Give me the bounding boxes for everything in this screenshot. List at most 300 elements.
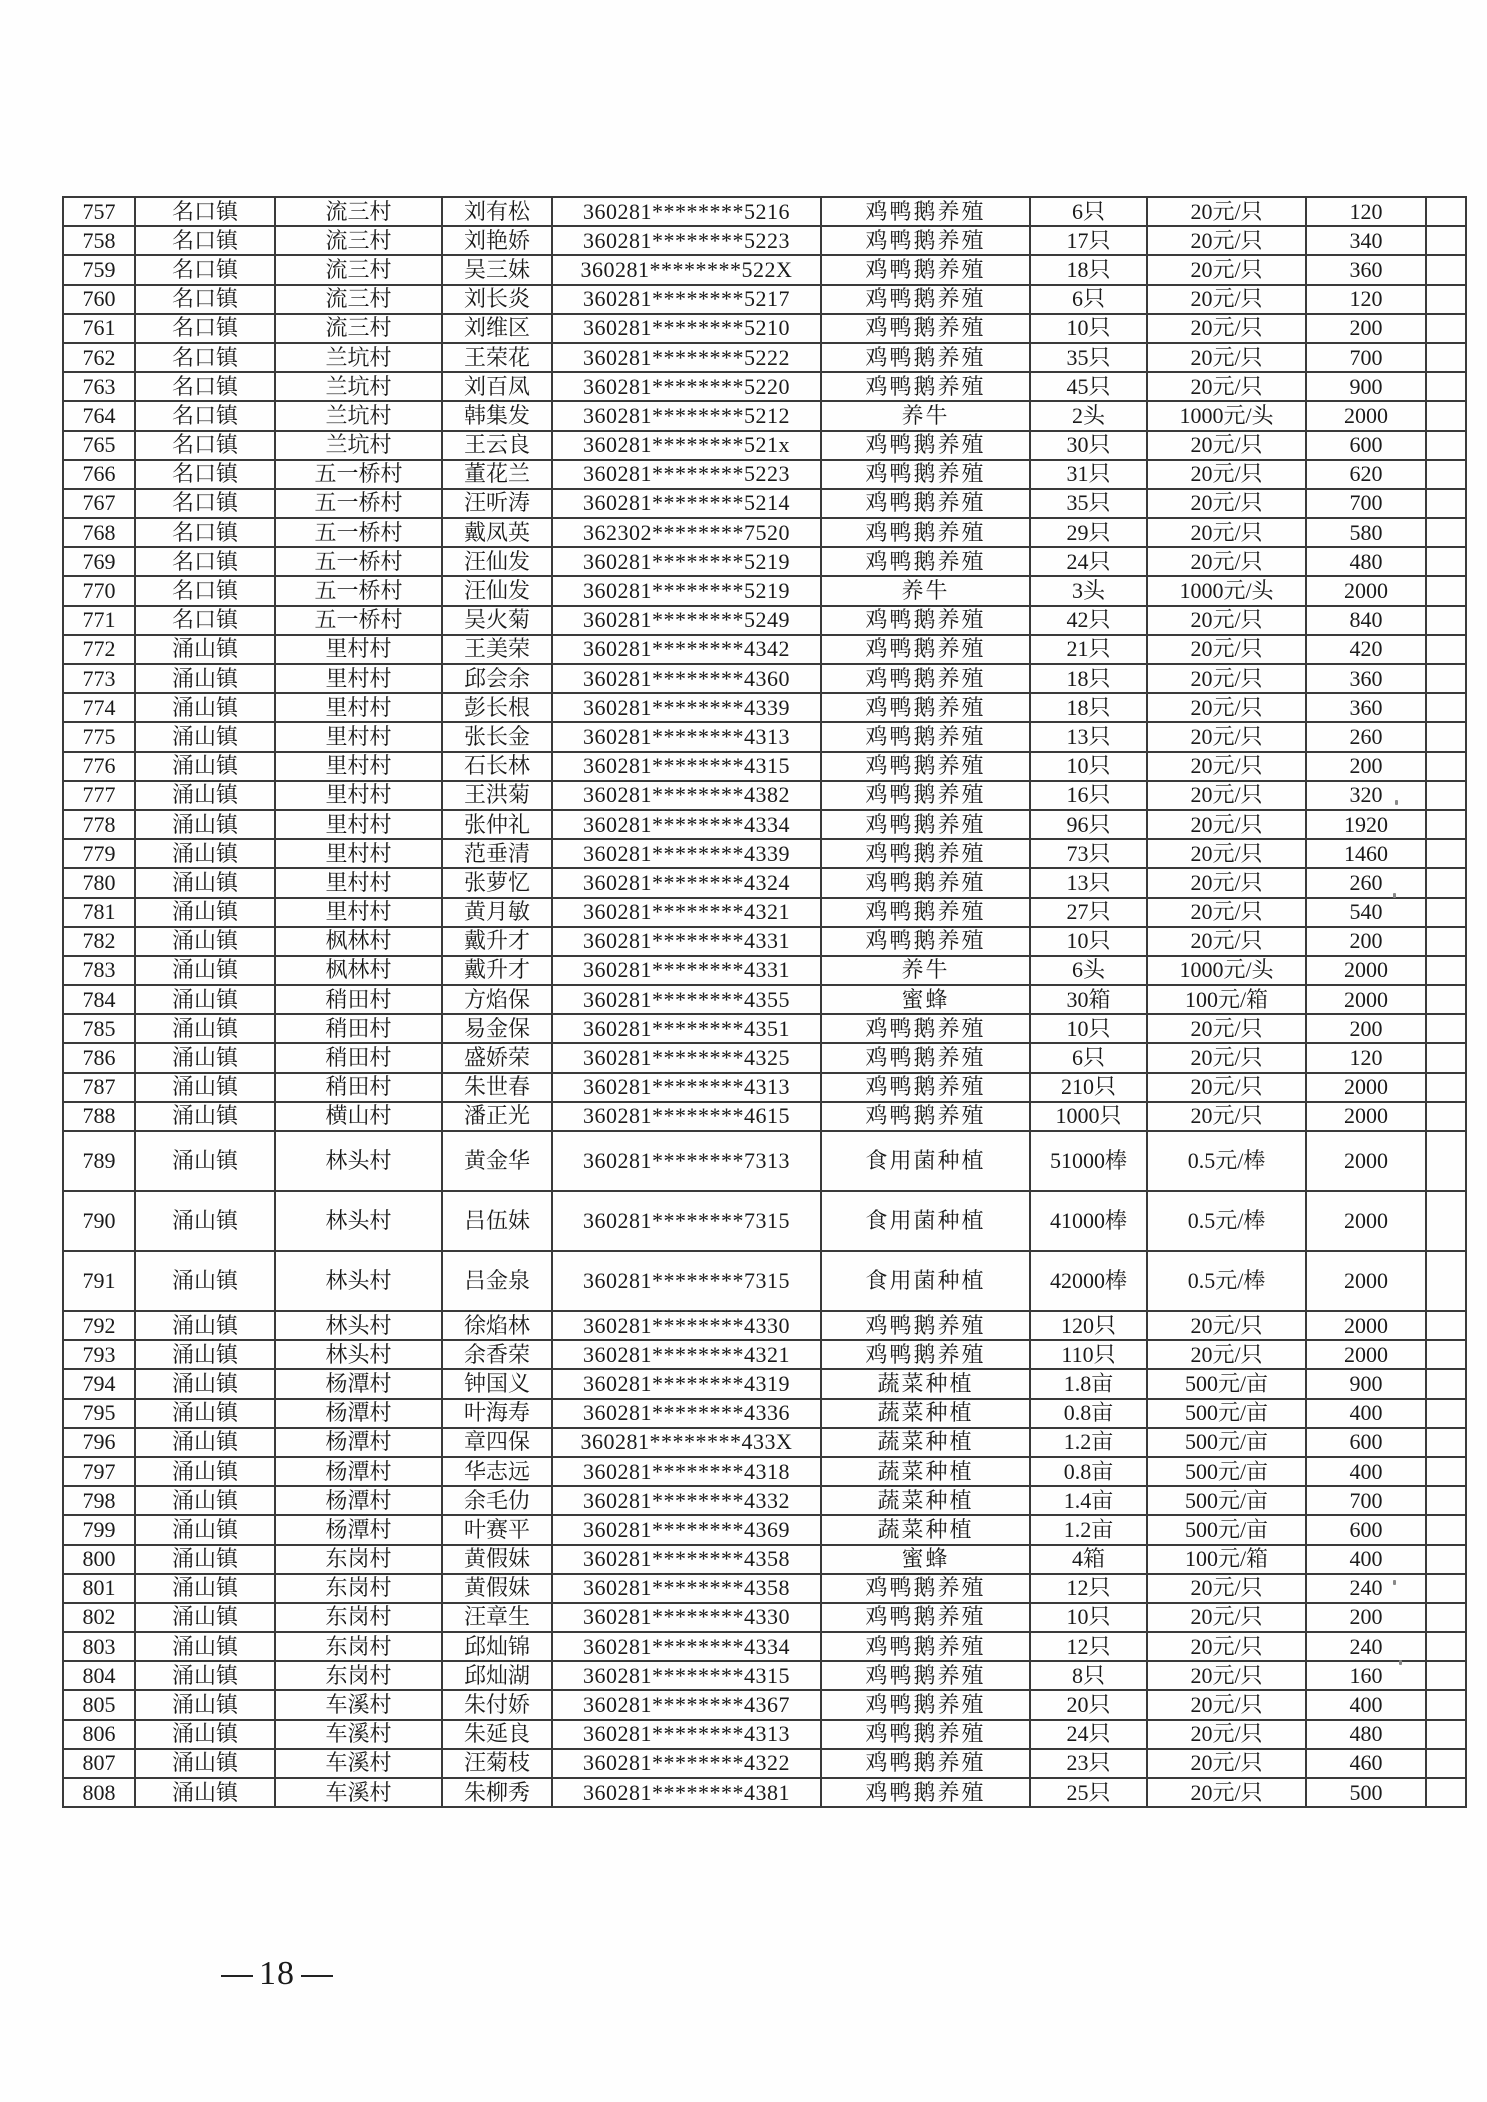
subsidy-amount-cell: 400 (1306, 1690, 1426, 1719)
subsidy-rate-cell: 20元/只 (1147, 1603, 1306, 1632)
town-cell: 涌山镇 (135, 1457, 275, 1486)
subsidy-amount-cell: 200 (1306, 1014, 1426, 1043)
name-cell: 刘有松 (442, 197, 552, 226)
quantity-cell: 13只 (1030, 868, 1147, 897)
project-cell: 鸡鸭鹅养殖 (821, 489, 1030, 518)
id-number-cell: 360281********4334 (552, 810, 821, 839)
subsidy-rate-cell: 20元/只 (1147, 285, 1306, 314)
remark-cell (1426, 255, 1466, 284)
id-number-cell: 360281********4315 (552, 752, 821, 781)
table-row (63, 1661, 1466, 1690)
village-cell: 林头村 (275, 1311, 442, 1340)
quantity-cell: 0.8亩 (1030, 1399, 1147, 1428)
name-cell: 韩集发 (442, 401, 552, 430)
town-cell: 涌山镇 (135, 1574, 275, 1603)
subsidy-rate-cell: 1000元/头 (1147, 401, 1306, 430)
row-number: 764 (63, 401, 135, 430)
subsidy-amount-cell: 240 (1306, 1632, 1426, 1661)
subsidy-rate-cell: 20元/只 (1147, 722, 1306, 751)
subsidy-amount-cell: 340 (1306, 226, 1426, 255)
village-cell: 杨潭村 (275, 1369, 442, 1398)
village-cell: 东岗村 (275, 1661, 442, 1690)
name-cell: 吕金泉 (442, 1251, 552, 1311)
subsidy-amount-cell: 400 (1306, 1457, 1426, 1486)
id-number-cell: 360281********5212 (552, 401, 821, 430)
quantity-cell: 16只 (1030, 781, 1147, 810)
table-row (63, 460, 1466, 489)
table-row (63, 1014, 1466, 1043)
quantity-cell: 6只 (1030, 1043, 1147, 1072)
remark-cell (1426, 722, 1466, 751)
table-row (63, 1545, 1466, 1574)
subsidy-rate-cell: 500元/亩 (1147, 1457, 1306, 1486)
id-number-cell: 360281********7315 (552, 1191, 821, 1251)
remark-cell (1426, 664, 1466, 693)
quantity-cell: 45只 (1030, 372, 1147, 401)
quantity-cell: 120只 (1030, 1311, 1147, 1340)
id-number-cell: 360281********4324 (552, 868, 821, 897)
subsidy-rate-cell: 20元/只 (1147, 197, 1306, 226)
remark-cell (1426, 898, 1466, 927)
village-cell: 稍田村 (275, 1014, 442, 1043)
subsidy-amount-cell: 600 (1306, 1515, 1426, 1544)
village-cell: 里村村 (275, 635, 442, 664)
project-cell: 鸡鸭鹅养殖 (821, 839, 1030, 868)
row-number: 770 (63, 576, 135, 605)
name-cell: 张萝忆 (442, 868, 552, 897)
table-row (63, 810, 1466, 839)
subsidy-rate-cell: 20元/只 (1147, 1690, 1306, 1719)
name-cell: 黄金华 (442, 1131, 552, 1191)
quantity-cell: 12只 (1030, 1632, 1147, 1661)
row-number: 806 (63, 1720, 135, 1749)
row-number: 785 (63, 1014, 135, 1043)
village-cell: 五一桥村 (275, 460, 442, 489)
name-cell: 张仲礼 (442, 810, 552, 839)
name-cell: 叶赛平 (442, 1515, 552, 1544)
village-cell: 林头村 (275, 1131, 442, 1191)
name-cell: 朱柳秀 (442, 1778, 552, 1807)
id-number-cell: 360281********5222 (552, 343, 821, 372)
project-cell: 鸡鸭鹅养殖 (821, 314, 1030, 343)
town-cell: 涌山镇 (135, 1778, 275, 1807)
subsidy-rate-cell: 20元/只 (1147, 255, 1306, 284)
dash-left (221, 1975, 253, 1977)
subsidy-rate-cell: 20元/只 (1147, 1073, 1306, 1102)
name-cell: 汪仙发 (442, 576, 552, 605)
quantity-cell: 24只 (1030, 547, 1147, 576)
table-row (63, 781, 1466, 810)
village-cell: 枫林村 (275, 956, 442, 985)
village-cell: 里村村 (275, 898, 442, 927)
subsidy-amount-cell: 360 (1306, 664, 1426, 693)
project-cell: 蔬菜种植 (821, 1369, 1030, 1398)
project-cell: 鸡鸭鹅养殖 (821, 1690, 1030, 1719)
remark-cell (1426, 1251, 1466, 1311)
project-cell: 鸡鸭鹅养殖 (821, 285, 1030, 314)
project-cell: 鸡鸭鹅养殖 (821, 1661, 1030, 1690)
subsidy-amount-cell: 700 (1306, 489, 1426, 518)
project-cell: 养牛 (821, 576, 1030, 605)
table-row (63, 197, 1466, 226)
table-row (63, 1515, 1466, 1544)
table-row (63, 489, 1466, 518)
row-number: 782 (63, 927, 135, 956)
subsidy-rate-cell: 20元/只 (1147, 752, 1306, 781)
quantity-cell: 18只 (1030, 693, 1147, 722)
row-number: 759 (63, 255, 135, 284)
town-cell: 涌山镇 (135, 839, 275, 868)
project-cell: 蜜蜂 (821, 985, 1030, 1014)
table-row (63, 664, 1466, 693)
name-cell: 潘正光 (442, 1102, 552, 1131)
row-number: 778 (63, 810, 135, 839)
project-cell: 鸡鸭鹅养殖 (821, 1749, 1030, 1778)
row-number: 790 (63, 1191, 135, 1251)
subsidy-rate-cell: 20元/只 (1147, 1749, 1306, 1778)
subsidy-rate-cell: 20元/只 (1147, 1778, 1306, 1807)
project-cell: 鸡鸭鹅养殖 (821, 693, 1030, 722)
name-cell: 彭长根 (442, 693, 552, 722)
quantity-cell: 210只 (1030, 1073, 1147, 1102)
subsidy-amount-cell: 2000 (1306, 1251, 1426, 1311)
id-number-cell: 360281********5220 (552, 372, 821, 401)
name-cell: 余毛仂 (442, 1486, 552, 1515)
subsidy-rate-cell: 1000元/头 (1147, 956, 1306, 985)
name-cell: 盛娇荣 (442, 1043, 552, 1072)
id-number-cell: 360281********5223 (552, 226, 821, 255)
id-number-cell: 360281********5219 (552, 576, 821, 605)
subsidy-amount-cell: 120 (1306, 285, 1426, 314)
project-cell: 鸡鸭鹅养殖 (821, 1603, 1030, 1632)
id-number-cell: 360281********4331 (552, 956, 821, 985)
quantity-cell: 18只 (1030, 255, 1147, 284)
name-cell: 易金保 (442, 1014, 552, 1043)
village-cell: 杨潭村 (275, 1428, 442, 1457)
subsidy-amount-cell: 1460 (1306, 839, 1426, 868)
remark-cell (1426, 1131, 1466, 1191)
table-row (63, 635, 1466, 664)
row-number: 760 (63, 285, 135, 314)
name-cell: 华志远 (442, 1457, 552, 1486)
row-number: 769 (63, 547, 135, 576)
village-cell: 里村村 (275, 693, 442, 722)
remark-cell (1426, 752, 1466, 781)
subsidy-rate-cell: 20元/只 (1147, 489, 1306, 518)
remark-cell (1426, 1661, 1466, 1690)
town-cell: 涌山镇 (135, 1661, 275, 1690)
subsidy-amount-cell: 700 (1306, 343, 1426, 372)
quantity-cell: 6只 (1030, 197, 1147, 226)
id-number-cell: 362302********7520 (552, 518, 821, 547)
id-number-cell: 360281********4339 (552, 839, 821, 868)
subsidy-rate-cell: 500元/亩 (1147, 1369, 1306, 1398)
town-cell: 涌山镇 (135, 664, 275, 693)
quantity-cell: 30只 (1030, 431, 1147, 460)
subsidy-amount-cell: 900 (1306, 1369, 1426, 1398)
name-cell: 刘维区 (442, 314, 552, 343)
row-number: 787 (63, 1073, 135, 1102)
village-cell: 东岗村 (275, 1632, 442, 1661)
subsidy-amount-cell: 260 (1306, 722, 1426, 751)
subsidy-rate-cell: 20元/只 (1147, 1720, 1306, 1749)
project-cell: 鸡鸭鹅养殖 (821, 635, 1030, 664)
id-number-cell: 360281********4331 (552, 927, 821, 956)
project-cell: 鸡鸭鹅养殖 (821, 1043, 1030, 1072)
remark-cell (1426, 1690, 1466, 1719)
row-number: 800 (63, 1545, 135, 1574)
quantity-cell: 20只 (1030, 1690, 1147, 1719)
name-cell: 戴升才 (442, 927, 552, 956)
id-number-cell: 360281********4325 (552, 1043, 821, 1072)
remark-cell (1426, 985, 1466, 1014)
name-cell: 吴火菊 (442, 606, 552, 635)
row-number: 777 (63, 781, 135, 810)
town-cell: 名口镇 (135, 197, 275, 226)
name-cell: 朱世春 (442, 1073, 552, 1102)
row-number: 780 (63, 868, 135, 897)
subsidy-amount-cell: 2000 (1306, 1311, 1426, 1340)
town-cell: 涌山镇 (135, 927, 275, 956)
quantity-cell: 4箱 (1030, 1545, 1147, 1574)
town-cell: 涌山镇 (135, 1043, 275, 1072)
id-number-cell: 360281********4322 (552, 1749, 821, 1778)
id-number-cell: 360281********4381 (552, 1778, 821, 1807)
quantity-cell: 10只 (1030, 927, 1147, 956)
id-number-cell: 360281********433X (552, 1428, 821, 1457)
village-cell: 东岗村 (275, 1574, 442, 1603)
row-number: 796 (63, 1428, 135, 1457)
village-cell: 里村村 (275, 868, 442, 897)
remark-cell (1426, 1191, 1466, 1251)
name-cell: 石长林 (442, 752, 552, 781)
project-cell: 鸡鸭鹅养殖 (821, 1720, 1030, 1749)
quantity-cell: 31只 (1030, 460, 1147, 489)
name-cell: 钟国义 (442, 1369, 552, 1398)
village-cell: 车溪村 (275, 1778, 442, 1807)
subsidy-rate-cell: 20元/只 (1147, 518, 1306, 547)
table-row (63, 431, 1466, 460)
remark-cell (1426, 431, 1466, 460)
row-number: 775 (63, 722, 135, 751)
subsidy-rate-cell: 20元/只 (1147, 1102, 1306, 1131)
row-number: 804 (63, 1661, 135, 1690)
project-cell: 养牛 (821, 956, 1030, 985)
row-number: 766 (63, 460, 135, 489)
quantity-cell: 1.8亩 (1030, 1369, 1147, 1398)
subsidy-amount-cell: 360 (1306, 693, 1426, 722)
project-cell: 食用菌种植 (821, 1251, 1030, 1311)
village-cell: 稍田村 (275, 985, 442, 1014)
remark-cell (1426, 1073, 1466, 1102)
village-cell: 流三村 (275, 226, 442, 255)
town-cell: 涌山镇 (135, 1690, 275, 1719)
scan-speck (1393, 893, 1396, 898)
project-cell: 鸡鸭鹅养殖 (821, 547, 1030, 576)
project-cell: 鸡鸭鹅养殖 (821, 1778, 1030, 1807)
id-number-cell: 360281********4615 (552, 1102, 821, 1131)
town-cell: 涌山镇 (135, 722, 275, 751)
row-number: 772 (63, 635, 135, 664)
subsidy-rate-cell: 20元/只 (1147, 460, 1306, 489)
name-cell: 王云良 (442, 431, 552, 460)
village-cell: 五一桥村 (275, 547, 442, 576)
id-number-cell: 360281********4330 (552, 1311, 821, 1340)
remark-cell (1426, 1399, 1466, 1428)
subsidy-amount-cell: 1920 (1306, 810, 1426, 839)
name-cell: 汪仙发 (442, 547, 552, 576)
row-number: 773 (63, 664, 135, 693)
subsidy-rate-cell: 20元/只 (1147, 898, 1306, 927)
quantity-cell: 6只 (1030, 285, 1147, 314)
town-cell: 名口镇 (135, 285, 275, 314)
subsidy-amount-cell: 480 (1306, 547, 1426, 576)
table-row (63, 285, 1466, 314)
table-row (63, 1340, 1466, 1369)
subsidy-amount-cell: 2000 (1306, 576, 1426, 605)
village-cell: 五一桥村 (275, 489, 442, 518)
name-cell: 张长金 (442, 722, 552, 751)
subsidy-amount-cell: 160 (1306, 1661, 1426, 1690)
subsidy-amount-cell: 120 (1306, 197, 1426, 226)
quantity-cell: 10只 (1030, 1603, 1147, 1632)
remark-cell (1426, 1778, 1466, 1807)
id-number-cell: 360281********4321 (552, 898, 821, 927)
village-cell: 稍田村 (275, 1073, 442, 1102)
town-cell: 涌山镇 (135, 1014, 275, 1043)
project-cell: 鸡鸭鹅养殖 (821, 1340, 1030, 1369)
table-row (63, 1457, 1466, 1486)
row-number: 768 (63, 518, 135, 547)
table-row (63, 1778, 1466, 1807)
remark-cell (1426, 1545, 1466, 1574)
remark-cell (1426, 1515, 1466, 1544)
town-cell: 名口镇 (135, 576, 275, 605)
row-number: 758 (63, 226, 135, 255)
row-number: 797 (63, 1457, 135, 1486)
remark-cell (1426, 1340, 1466, 1369)
subsidy-rate-cell: 20元/只 (1147, 927, 1306, 956)
village-cell: 里村村 (275, 839, 442, 868)
town-cell: 涌山镇 (135, 956, 275, 985)
name-cell: 吴三妹 (442, 255, 552, 284)
table-row (63, 1574, 1466, 1603)
village-cell: 稍田村 (275, 1043, 442, 1072)
id-number-cell: 360281********4358 (552, 1574, 821, 1603)
subsidy-amount-cell: 700 (1306, 1486, 1426, 1515)
table-row (63, 1043, 1466, 1072)
remark-cell (1426, 197, 1466, 226)
project-cell: 蔬菜种植 (821, 1515, 1030, 1544)
row-number: 761 (63, 314, 135, 343)
project-cell: 养牛 (821, 401, 1030, 430)
row-number: 799 (63, 1515, 135, 1544)
table-row (63, 576, 1466, 605)
project-cell: 鸡鸭鹅养殖 (821, 722, 1030, 751)
row-number: 757 (63, 197, 135, 226)
subsidy-rate-cell: 20元/只 (1147, 1043, 1306, 1072)
remark-cell (1426, 518, 1466, 547)
remark-cell (1426, 839, 1466, 868)
row-number: 794 (63, 1369, 135, 1398)
table-row (63, 1102, 1466, 1131)
row-number: 801 (63, 1574, 135, 1603)
town-cell: 涌山镇 (135, 635, 275, 664)
town-cell: 涌山镇 (135, 1399, 275, 1428)
village-cell: 杨潭村 (275, 1486, 442, 1515)
quantity-cell (1030, 1191, 1147, 1251)
table-row (63, 985, 1466, 1014)
id-number-cell: 360281********4342 (552, 635, 821, 664)
project-cell: 鸡鸭鹅养殖 (821, 664, 1030, 693)
remark-cell (1426, 1486, 1466, 1515)
subsidy-amount-cell: 200 (1306, 752, 1426, 781)
quantity-cell: 3头 (1030, 576, 1147, 605)
subsidy-rate-cell: 20元/只 (1147, 781, 1306, 810)
subsidy-amount-cell: 840 (1306, 606, 1426, 635)
remark-cell (1426, 576, 1466, 605)
id-number-cell: 360281********4332 (552, 1486, 821, 1515)
subsidy-roster-table (62, 196, 1467, 1808)
dash-right (301, 1975, 333, 1977)
name-cell: 王洪菊 (442, 781, 552, 810)
subsidy-amount-cell: 320 (1306, 781, 1426, 810)
id-number-cell: 360281********4313 (552, 1720, 821, 1749)
table-row (63, 1486, 1466, 1515)
quantity-cell: 96只 (1030, 810, 1147, 839)
subsidy-amount-cell: 2000 (1306, 1340, 1426, 1369)
village-cell: 杨潭村 (275, 1399, 442, 1428)
quantity-cell: 10只 (1030, 752, 1147, 781)
id-number-cell: 360281********521x (552, 431, 821, 460)
table-row (63, 898, 1466, 927)
id-number-cell: 360281********5214 (552, 489, 821, 518)
remark-cell (1426, 781, 1466, 810)
table-row (63, 956, 1466, 985)
quantity-cell: 35只 (1030, 489, 1147, 518)
table-row (63, 1311, 1466, 1340)
name-cell: 徐焰林 (442, 1311, 552, 1340)
quantity-cell: 21只 (1030, 635, 1147, 664)
quantity-cell: 10只 (1030, 314, 1147, 343)
village-cell: 五一桥村 (275, 606, 442, 635)
scan-speck (1393, 1580, 1396, 1585)
name-cell: 邱灿锦 (442, 1632, 552, 1661)
project-cell: 鸡鸭鹅养殖 (821, 1073, 1030, 1102)
remark-cell (1426, 401, 1466, 430)
row-number: 767 (63, 489, 135, 518)
village-cell: 东岗村 (275, 1545, 442, 1574)
name-cell: 范垂清 (442, 839, 552, 868)
subsidy-amount-cell: 540 (1306, 898, 1426, 927)
subsidy-amount-cell: 2000 (1306, 1131, 1426, 1191)
project-cell: 蔬菜种植 (821, 1457, 1030, 1486)
town-cell: 名口镇 (135, 606, 275, 635)
town-cell: 名口镇 (135, 314, 275, 343)
town-cell: 涌山镇 (135, 1311, 275, 1340)
quantity-cell: 42只 (1030, 606, 1147, 635)
subsidy-amount-cell: 2000 (1306, 401, 1426, 430)
id-number-cell: 360281********5216 (552, 197, 821, 226)
quantity-cell: 1000只 (1030, 1102, 1147, 1131)
quantity-cell: 2头 (1030, 401, 1147, 430)
town-cell: 名口镇 (135, 401, 275, 430)
village-cell: 东岗村 (275, 1603, 442, 1632)
name-cell: 王美荣 (442, 635, 552, 664)
town-cell: 涌山镇 (135, 781, 275, 810)
name-cell: 汪菊枝 (442, 1749, 552, 1778)
remark-cell (1426, 343, 1466, 372)
